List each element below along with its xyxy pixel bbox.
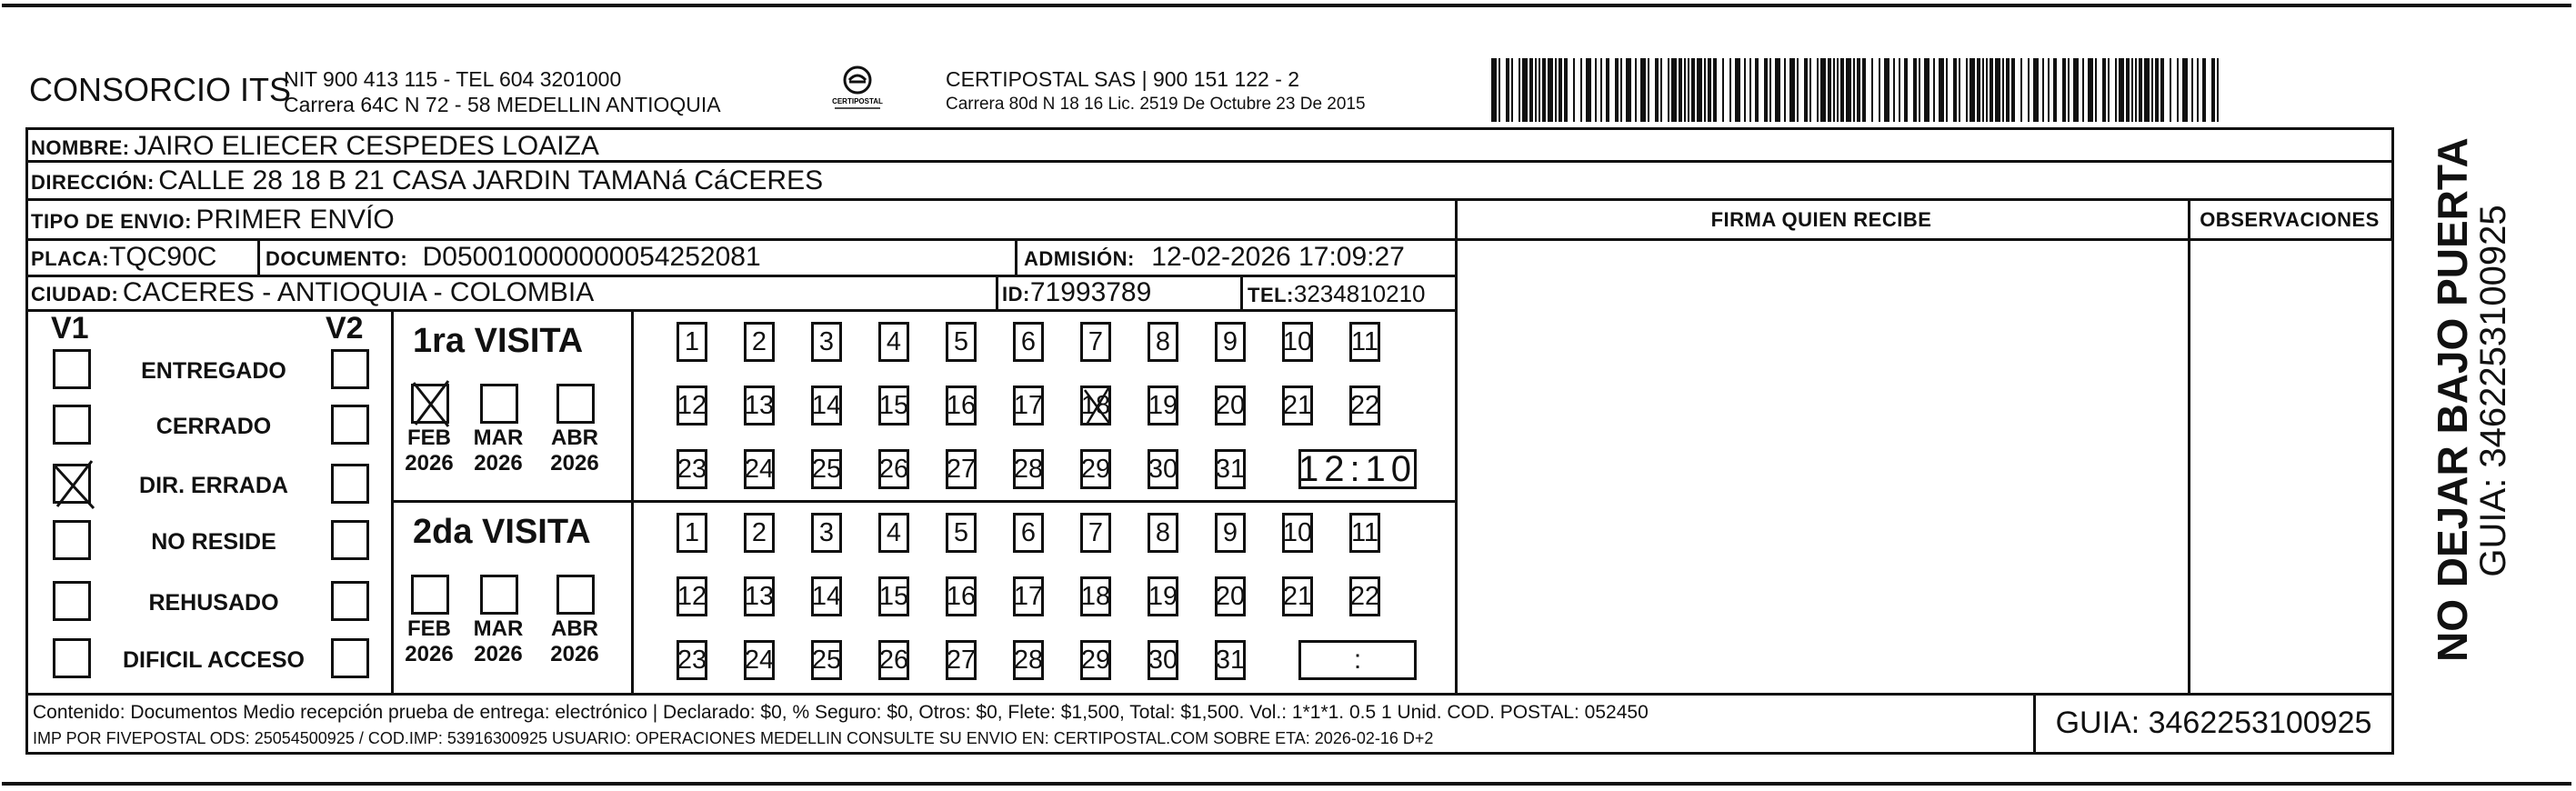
day-box[interactable]: 13	[744, 576, 775, 616]
barcode-bar	[1924, 58, 1929, 122]
barcode-bar	[1606, 58, 1609, 122]
nombre-row	[31, 133, 599, 160]
barcode-bar	[1749, 58, 1751, 122]
x-mark-icon	[1079, 385, 1116, 430]
carrier-name: CERTIPOSTAL SAS | 900 151 122 - 2	[946, 67, 1300, 91]
barcode-bar	[2151, 58, 2153, 122]
day-box[interactable]: 8	[1148, 322, 1178, 362]
barcode-bar	[1946, 58, 1948, 122]
id-label: ID:	[1002, 283, 1030, 305]
barcode-bar	[1671, 58, 1677, 122]
day-box[interactable]: 28	[1013, 640, 1044, 680]
tipo-label: TIPO DE ENVIO:	[31, 210, 192, 233]
barcode-bar	[1817, 58, 1819, 122]
v1-checkbox[interactable]	[53, 581, 91, 621]
barcode-bar	[1959, 58, 1960, 122]
month-name: ABR	[551, 616, 598, 641]
id-value: 71993789	[1029, 277, 1152, 307]
day-box[interactable]: 24	[744, 449, 775, 489]
month-label	[471, 426, 526, 476]
barcode-bar	[1713, 58, 1717, 122]
certipostal-logo	[826, 64, 889, 111]
divider-placa	[257, 238, 260, 275]
barcode-bar	[1564, 58, 1568, 122]
row-line-3b	[1455, 238, 2394, 241]
barcode-bar	[1491, 58, 1497, 122]
day-box[interactable]: 12	[677, 576, 707, 616]
barcode-bar	[1640, 58, 1646, 122]
status-option-label: REHUSADO	[148, 590, 279, 616]
day-box[interactable]: 11	[1349, 322, 1380, 362]
barcode-bar	[1735, 58, 1740, 122]
barcode-bar	[2182, 58, 2188, 122]
day-box[interactable]: 30	[1148, 449, 1178, 489]
placa-value: TQC90C	[109, 242, 217, 272]
barcode-bar	[1879, 58, 1880, 122]
row-line-2	[25, 198, 2394, 201]
barcode-bar	[1953, 58, 1957, 122]
day-box[interactable]: 8	[1148, 513, 1178, 553]
day-box[interactable]: 15	[878, 576, 909, 616]
divider-tel	[1240, 275, 1243, 309]
divider-firma	[1455, 198, 1458, 693]
day-box[interactable]: 27	[946, 640, 977, 680]
barcode-bar	[2139, 58, 2142, 122]
barcode-bar	[2033, 58, 2039, 122]
day-box[interactable]	[1080, 385, 1111, 426]
month-checkbox[interactable]	[411, 575, 449, 615]
barcode-bar	[1840, 58, 1844, 122]
barcode-bar	[2160, 58, 2164, 122]
day-box[interactable]: 29	[1080, 640, 1111, 680]
barcode-bar	[2088, 58, 2093, 122]
barcode-bar	[1990, 58, 1993, 122]
divider-id	[996, 275, 998, 309]
barcode-bar	[1708, 58, 1711, 122]
day-box[interactable]: 25	[811, 449, 842, 489]
day-box[interactable]: 14	[811, 385, 842, 426]
barcode-bar	[1615, 58, 1619, 122]
day-box[interactable]: 27	[946, 449, 977, 489]
day-box[interactable]: 12	[677, 385, 707, 426]
barcode-bar	[1977, 58, 1980, 122]
month-checkbox[interactable]	[411, 384, 449, 424]
v2-checkbox[interactable]	[331, 464, 369, 504]
barcode-bar	[1506, 58, 1509, 122]
barcode-bar	[1580, 58, 1582, 122]
tel-row	[1248, 282, 1426, 305]
tel-label: TEL:	[1248, 284, 1294, 306]
day-box[interactable]: 1	[677, 322, 707, 362]
row-line-3	[25, 238, 1455, 241]
barcode-bar	[1535, 58, 1537, 122]
admision-row	[1024, 244, 1405, 271]
direccion-label: DIRECCIÓN:	[31, 171, 155, 194]
barcode-bar	[1542, 58, 1546, 122]
barcode-bar	[1862, 58, 1866, 122]
day-box[interactable]: 5	[946, 322, 977, 362]
barcode-bar	[2082, 58, 2084, 122]
divider-obs	[2188, 198, 2190, 693]
day-box[interactable]: 24	[744, 640, 775, 680]
day-box[interactable]: 4	[878, 322, 909, 362]
logo-text: CERTIPOSTAL	[832, 97, 883, 105]
ciudad-row	[31, 279, 594, 306]
month-checkbox[interactable]	[556, 384, 595, 424]
barcode-bar	[1529, 58, 1533, 122]
barcode-bar	[1893, 58, 1895, 122]
direccion-value: CALLE 28 18 B 21 CASA JARDIN TAMANá CáCERES	[158, 165, 824, 195]
status-option-label: ENTREGADO	[141, 358, 286, 384]
month-name: FEB	[407, 426, 451, 450]
admision-label: ADMISIÓN:	[1024, 247, 1135, 270]
barcode-bar	[1797, 58, 1799, 122]
placa-row	[31, 244, 216, 271]
time-field[interactable]: :	[1298, 640, 1417, 680]
barcode-bar	[2028, 58, 2030, 122]
admision-value: 12-02-2026 17:09:27	[1151, 242, 1405, 272]
barcode-bar	[2042, 58, 2044, 122]
barcode-bar	[1648, 58, 1649, 122]
day-box[interactable]: 18	[1080, 576, 1111, 616]
barcode-bar	[1679, 58, 1682, 122]
status-option-label: DIR. ERRADA	[139, 473, 288, 498]
barcode-bar	[1635, 58, 1637, 122]
month-year: 2026	[474, 450, 523, 476]
row-line-5	[25, 309, 1455, 312]
barcode	[1491, 58, 2219, 122]
visit-title: 1ra VISITA	[413, 322, 584, 360]
month-name: MAR	[473, 426, 524, 450]
barcode-bar	[1684, 58, 1686, 122]
barcode-bar	[2053, 58, 2057, 122]
time-field[interactable]: 12:10	[1298, 448, 1418, 489]
barcode-bar	[1784, 58, 1786, 122]
day-box[interactable]: 19	[1148, 385, 1178, 426]
v2-checkbox[interactable]	[331, 520, 369, 560]
nombre-value: JAIRO ELIECER CESPEDES LOAIZA	[134, 131, 599, 161]
carrier-address: Carrera 80d N 18 16 Lic. 2519 De Octubre 23 De 2015	[946, 95, 1366, 114]
barcode-bar	[1933, 58, 1935, 122]
barcode-bar	[2073, 58, 2079, 122]
barcode-bar	[1620, 58, 1622, 122]
day-box[interactable]: 13	[744, 385, 775, 426]
day-box[interactable]: 17	[1013, 576, 1044, 616]
day-box[interactable]: 14	[811, 576, 842, 616]
month-name: ABR	[551, 426, 598, 450]
day-box[interactable]: 25	[811, 640, 842, 680]
month-checkbox[interactable]	[480, 384, 518, 424]
x-mark-icon	[48, 456, 103, 512]
barcode-bar	[1573, 58, 1575, 122]
barcode-bar	[1555, 58, 1557, 122]
day-box[interactable]: 30	[1148, 640, 1178, 680]
barcode-bar	[2197, 58, 2199, 122]
barcode-bar	[2119, 58, 2124, 122]
v1-label: V1	[51, 311, 89, 345]
barcode-bar	[2102, 58, 2106, 122]
barcode-bar	[1828, 58, 1831, 122]
side-guia: GUIA: 3462253100925	[2473, 205, 2513, 577]
month-year: 2026	[405, 641, 454, 666]
barcode-bar	[1857, 58, 1860, 122]
day-box[interactable]: 7	[1080, 513, 1111, 553]
barcode-bar	[1764, 58, 1768, 122]
v1-checkbox[interactable]	[53, 464, 91, 504]
day-box[interactable]: 1	[677, 513, 707, 553]
day-box[interactable]: 26	[878, 640, 909, 680]
barcode-bar	[1853, 58, 1855, 122]
barcode-bar	[2011, 58, 2015, 122]
row-line-footer	[25, 693, 2394, 696]
barcode-bar	[1982, 58, 1984, 122]
barcode-bar	[1919, 58, 1920, 122]
barcode-bar	[2191, 58, 2193, 122]
observaciones-header: OBSERVACIONES	[2200, 208, 2380, 231]
barcode-bar	[1668, 58, 1669, 122]
v2-checkbox[interactable]	[331, 349, 369, 389]
day-box[interactable]: 10	[1282, 322, 1313, 362]
x-mark-icon	[408, 377, 454, 430]
barcode-bar	[1548, 58, 1553, 122]
barcode-bar	[2020, 58, 2022, 122]
barcode-bar	[1804, 58, 1808, 122]
v2-checkbox[interactable]	[331, 638, 369, 678]
barcode-bar	[1986, 58, 1988, 122]
month-label	[402, 616, 456, 666]
day-box[interactable]: 10	[1282, 513, 1313, 553]
day-box[interactable]: 2	[744, 322, 775, 362]
month-year: 2026	[550, 641, 599, 666]
day-box[interactable]: 21	[1282, 385, 1313, 426]
barcode-bar	[1559, 58, 1562, 122]
barcode-bar	[2155, 58, 2159, 122]
barcode-bar	[1820, 58, 1826, 122]
footer-line-1: Contenido: Documentos Medio recepción prueba de entrega: electrónico | Declarado: $0, % Seguro: $0, Otros: $0, Flete: $1,500, Total: $1,500. Vol.: 1*1*1. 0.5 1 Unid. COD. POSTAL: 052450	[33, 702, 1649, 723]
firma-header: FIRMA QUIEN RECIBE	[1710, 208, 1932, 231]
status-option-label: CERRADO	[155, 414, 272, 439]
month-year: 2026	[405, 450, 454, 476]
nombre-label: NOMBRE:	[31, 136, 130, 159]
day-box[interactable]: 6	[1013, 513, 1044, 553]
barcode-bar	[2115, 58, 2117, 122]
day-box[interactable]: 9	[1215, 513, 1246, 553]
barcode-bar	[1789, 58, 1795, 122]
day-box[interactable]: 20	[1215, 576, 1246, 616]
barcode-bar	[1522, 58, 1528, 122]
barcode-bar	[1899, 58, 1900, 122]
status-option-label: NO RESIDE	[151, 529, 276, 555]
day-box[interactable]: 16	[946, 385, 977, 426]
ciudad-value: CACERES - ANTIOQUIA - COLOMBIA	[122, 277, 595, 307]
day-box[interactable]: 16	[946, 576, 977, 616]
barcode-bar	[2202, 58, 2206, 122]
v1-checkbox[interactable]	[53, 638, 91, 678]
barcode-bar	[1595, 58, 1597, 122]
day-box[interactable]: 21	[1282, 576, 1313, 616]
v2-label: V2	[326, 311, 364, 345]
day-box[interactable]: 31	[1215, 640, 1246, 680]
barcode-bar	[1884, 58, 1889, 122]
barcode-bar	[1519, 58, 1520, 122]
barcode-bar	[1660, 58, 1662, 122]
barcode-bar	[2131, 58, 2133, 122]
day-box[interactable]: 3	[811, 513, 842, 553]
barcode-bar	[1600, 58, 1602, 122]
barcode-bar	[1704, 58, 1706, 122]
barcode-bar	[1729, 58, 1731, 122]
day-box[interactable]: 7	[1080, 322, 1111, 362]
id-row	[1002, 279, 1151, 306]
barcode-bar	[1498, 58, 1500, 122]
day-box[interactable]: 31	[1215, 449, 1246, 489]
barcode-bar	[1691, 58, 1695, 122]
company-name: CONSORCIO ITS	[29, 71, 292, 108]
barcode-bar	[1769, 58, 1771, 122]
day-box[interactable]: 23	[677, 640, 707, 680]
month-name: MAR	[473, 616, 524, 641]
month-checkbox[interactable]	[556, 575, 595, 615]
top-rule	[2, 4, 2571, 7]
barcode-bar	[2108, 58, 2110, 122]
day-number: 18	[1080, 390, 1111, 420]
month-checkbox[interactable]	[480, 575, 518, 615]
day-box[interactable]: 28	[1013, 449, 1044, 489]
barcode-bar	[2048, 58, 2050, 122]
divider-visits	[391, 500, 1455, 503]
visit-title: 2da VISITA	[413, 513, 591, 551]
barcode-bar	[1655, 58, 1659, 122]
v2-checkbox[interactable]	[331, 581, 369, 621]
status-option-label: DIFICIL ACCESO	[122, 647, 305, 673]
direccion-row	[31, 167, 823, 195]
day-box[interactable]: 29	[1080, 449, 1111, 489]
barcode-bar	[1697, 58, 1702, 122]
company-nit: NIT 900 413 115 - TEL 604 3201000	[284, 67, 622, 91]
month-label	[402, 426, 456, 476]
day-box[interactable]: 11	[1349, 513, 1380, 553]
barcode-bar	[2126, 58, 2130, 122]
barcode-bar	[1995, 58, 2000, 122]
barcode-bar	[2177, 58, 2179, 122]
documento-row	[266, 244, 761, 271]
barcode-bar	[1904, 58, 1908, 122]
barcode-bar	[1586, 58, 1591, 122]
barcode-bar	[1970, 58, 1975, 122]
month-year: 2026	[550, 450, 599, 476]
month-name: FEB	[407, 616, 451, 641]
barcode-bar	[1688, 58, 1689, 122]
day-box[interactable]: 15	[878, 385, 909, 426]
barcode-bar	[2002, 58, 2004, 122]
v1-checkbox[interactable]	[53, 405, 91, 445]
barcode-bar	[1913, 58, 1917, 122]
barcode-bar	[2068, 58, 2070, 122]
barcode-bar	[2062, 58, 2066, 122]
bottom-rule	[2, 782, 2571, 786]
barcode-bar	[2095, 58, 2097, 122]
ciudad-label: CIUDAD:	[31, 283, 119, 305]
barcode-bar	[1939, 58, 1944, 122]
tipo-row	[31, 206, 395, 234]
day-box[interactable]: 23	[677, 449, 707, 489]
side-warning: NO DEJAR BAJO PUERTA	[2429, 137, 2476, 662]
barcode-bar	[2135, 58, 2137, 122]
month-label	[547, 616, 602, 666]
documento-value: D050010000000054252081	[422, 242, 761, 272]
day-box[interactable]: 20	[1215, 385, 1246, 426]
day-box[interactable]: 3	[811, 322, 842, 362]
barcode-bar	[1626, 58, 1631, 122]
barcode-bar	[1775, 58, 1780, 122]
barcode-bar	[2006, 58, 2010, 122]
month-label	[547, 426, 602, 476]
day-box[interactable]: 26	[878, 449, 909, 489]
tel-value: 3234810210	[1293, 280, 1426, 307]
barcode-bar	[2217, 58, 2219, 122]
tipo-value: PRIMER ENVÍO	[195, 205, 395, 235]
documento-label: DOCUMENTO:	[266, 247, 408, 270]
barcode-bar	[1744, 58, 1746, 122]
day-box[interactable]: 9	[1215, 322, 1246, 362]
barcode-bar	[1846, 58, 1851, 122]
barcode-bar	[2211, 58, 2215, 122]
day-box[interactable]: 22	[1349, 576, 1380, 616]
barcode-bar	[1722, 58, 1724, 122]
barcode-bar	[1539, 58, 1540, 122]
day-box[interactable]: 2	[744, 513, 775, 553]
month-year: 2026	[474, 641, 523, 666]
v1-checkbox[interactable]	[53, 349, 91, 389]
v1-checkbox[interactable]	[53, 520, 91, 560]
v2-checkbox[interactable]	[331, 405, 369, 445]
barcode-bar	[1966, 58, 1968, 122]
day-box[interactable]: 5	[946, 513, 977, 553]
day-box[interactable]: 6	[1013, 322, 1044, 362]
barcode-bar	[1871, 58, 1873, 122]
footer-line-2: IMP POR FIVEPOSTAL ODS: 25054500925 / COD.IMP: 53916300925 USUARIO: OPERACIONES MEDELLIN CONSULTE SU ENVIO EN: CERTIPOSTAL.COM SOBRE ETA: 2026-02-16 D+2	[33, 729, 1434, 747]
day-box[interactable]: 22	[1349, 385, 1380, 426]
divider-admision	[1015, 238, 1017, 275]
barcode-bar	[1755, 58, 1759, 122]
day-box[interactable]: 17	[1013, 385, 1044, 426]
barcode-bar	[1809, 58, 1811, 122]
barcode-bar	[2144, 58, 2150, 122]
barcode-bar	[2170, 58, 2171, 122]
footer-guia: GUIA: 3462253100925	[2055, 706, 2372, 740]
barcode-bar	[1833, 58, 1835, 122]
day-box[interactable]: 4	[878, 513, 909, 553]
day-box[interactable]: 19	[1148, 576, 1178, 616]
placa-label: PLACA:	[31, 247, 110, 270]
month-label	[471, 616, 526, 666]
barcode-bar	[1511, 58, 1513, 122]
barcode-bar	[1837, 58, 1839, 122]
company-address: Carrera 64C N 72 - 58 MEDELLIN ANTIOQUIA	[284, 93, 721, 116]
